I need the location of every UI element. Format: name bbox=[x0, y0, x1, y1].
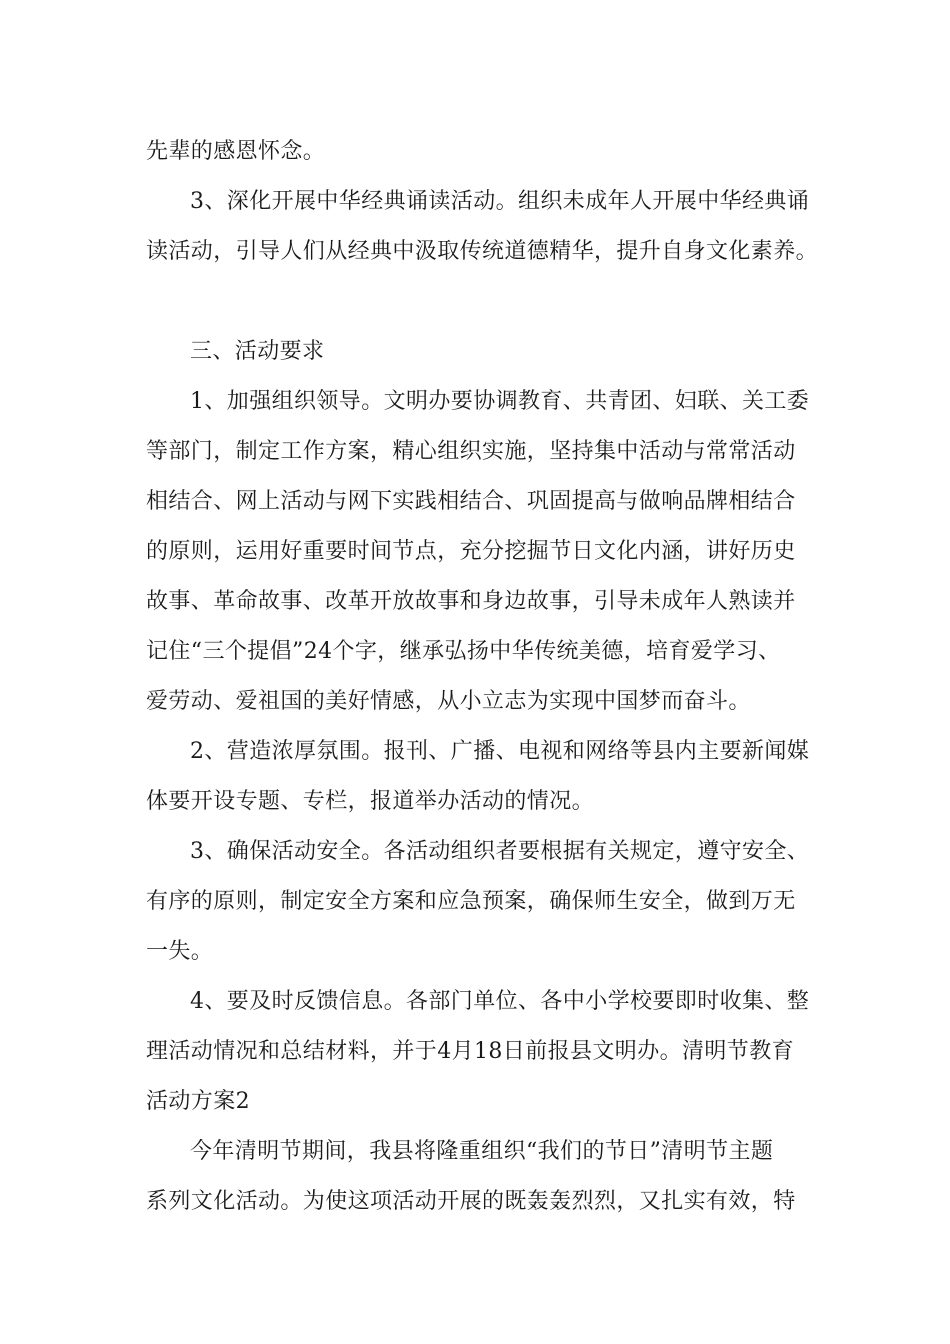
text-line: 3、深化开展中华经典诵读活动。组织未成年人开展中华经典诵 bbox=[190, 189, 810, 214]
text-line: 有序的原则，制定安全方案和应急预案，确保师生安全，做到万无 bbox=[146, 889, 796, 914]
text-line: 活动方案2 bbox=[146, 1089, 250, 1114]
text-line: 爱劳动、爱祖国的美好情感，从小立志为实现中国梦而奋斗。 bbox=[146, 689, 751, 714]
text-line: 今年清明节期间，我县将隆重组织“我们的节日”清明节主题 bbox=[190, 1139, 774, 1164]
text-line: 先辈的感恩怀念。 bbox=[146, 139, 326, 164]
section-heading: 三、活动要求 bbox=[190, 339, 325, 364]
text-line: 一失。 bbox=[146, 939, 214, 964]
text-line: 系列文化活动。为使这项活动开展的既轰轰烈烈，又扎实有效，特 bbox=[146, 1189, 796, 1214]
text-line: 4、要及时反馈信息。各部门单位、各中小学校要即时收集、整 bbox=[190, 989, 810, 1014]
text-line: 的原则，运用好重要时间节点，充分挖掘节日文化内涵，讲好历史 bbox=[146, 539, 796, 564]
text-line: 故事、革命故事、改革开放故事和身边故事，引导未成年人熟读并 bbox=[146, 589, 796, 614]
text-line: 体要开设专题、专栏，报道举办活动的情况。 bbox=[146, 789, 595, 814]
text-line: 理活动情况和总结材料，并于4月18日前报县文明办。清明节教育 bbox=[146, 1039, 794, 1064]
text-line: 1、加强组织领导。文明办要协调教育、共青团、妇联、关工委 bbox=[190, 389, 810, 414]
text-line: 相结合、网上活动与网下实践相结合、巩固提高与做响品牌相结合 bbox=[146, 489, 796, 514]
text-line: 记住“三个提倡”24个字，继承弘扬中华传统美德，培育爱学习、 bbox=[146, 639, 781, 664]
text-line: 读活动，引导人们从经典中汲取传统道德精华，提升自身文化素养。 bbox=[146, 239, 819, 264]
text-line: 等部门，制定工作方案，精心组织实施，坚持集中活动与常常活动 bbox=[146, 439, 796, 464]
text-line: 2、营造浓厚氛围。报刊、广播、电视和网络等县内主要新闻媒 bbox=[190, 739, 810, 764]
text-line: 3、确保活动安全。各活动组织者要根据有关规定，遵守安全、 bbox=[190, 839, 810, 864]
